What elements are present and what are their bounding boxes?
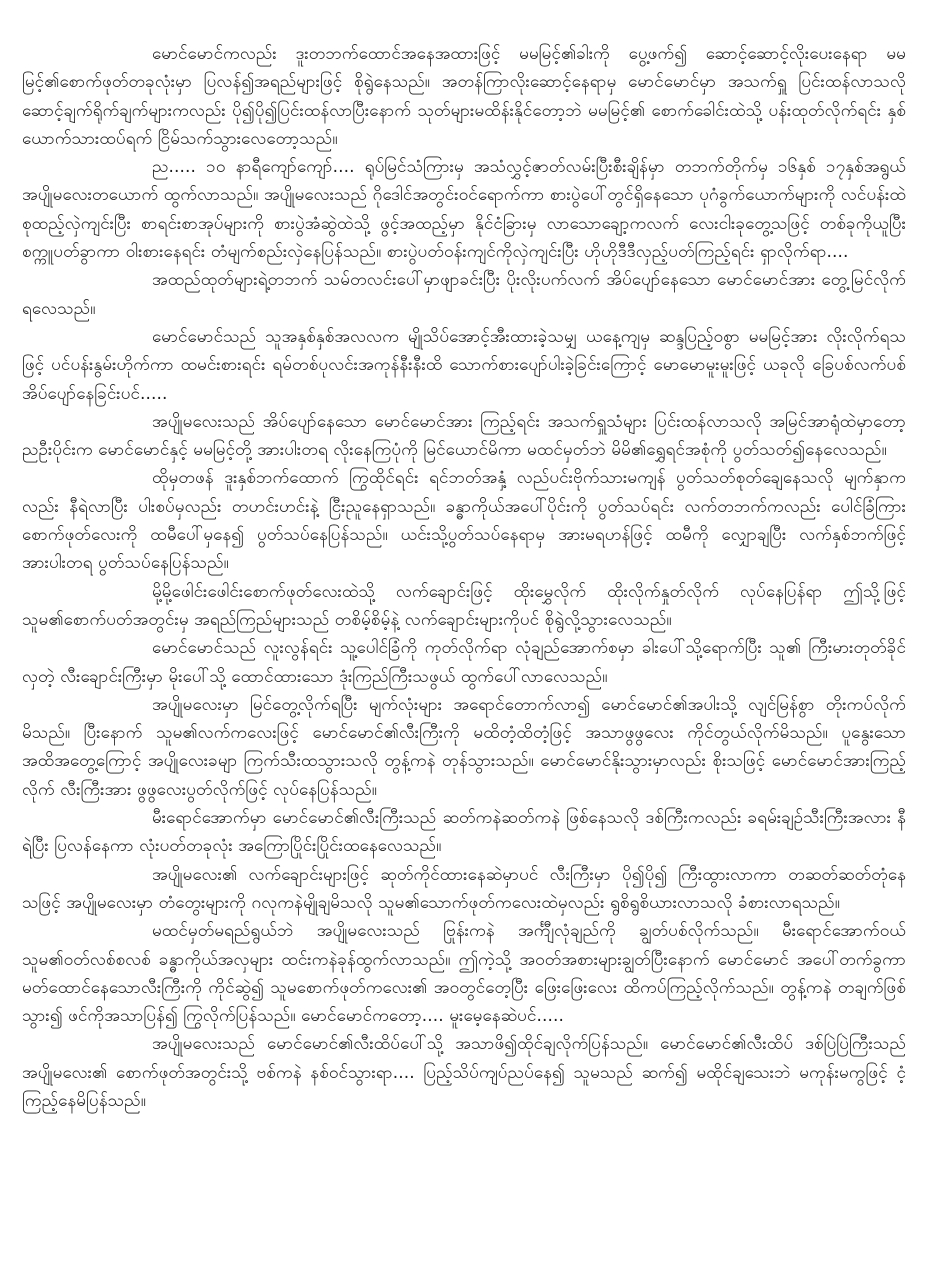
- paragraph-12: မထင်မှတ်မရည်ရွယ်ဘဲ အပျိုမလေးသည် ဗြုန်းကနဲ အင်္ကျီလုံချည်ကို ချွတ်ပစ်လိုက်သည်။ မီးရောင်အောက်ဝယ် သူမ၏ဝတ်လစ်စလစ် ခန္ဓာကိုယ်အလှများ ထင်းကနဲခုန်ထွက်လာသည်။ ဤကဲ့သို့ အဝတ်အစားများချွတ်ပြီးနောက် မောင်မောင် အပေါ်တက်ခွကာ မတ်ထောင်နေသောလီးကြီးကို ကိုင်ဆွဲ၍ သူမစောက်ဖုတ်ကလေး၏ အဝတွင်တေ့ပြီး ဖြေးဖြေးလေး ထိကပ်ကြည့်လိုက်သည်။ တွန့်ကနဲ တချက်ဖြစ်သွား၍ ဖင်ကိုအသာပြန်၍ ကြွလိုက်ပြန်သည်။ မောင်မောင်ကတော့.... မူးမေ့နေဆဲပင်.....: [22, 921, 906, 1027]
- paragraph-1: မောင်မောင်ကလည်း ဒူးတဘက်ထောင်အနေအထားဖြင့် မမမြင့်၏ခါးကို ပွေ့ဖက်၍ ဆောင့်ဆောင့်လိုးပေးနေရာ မမမြင့်၏စောက်ဖုတ်တခုလုံးမှာ ပြလန်၍အရည်များဖြင့် စိုရွဲနေသည်။ အတန်ကြာလိုးဆောင့်နေရာမှ မောင်မောင်မှာ အသက်ရှူ ပြင်းထန်လာသလို ဆောင့်ချက်ရိုက်ချက်များကလည်း ပို၍ပို၍ပြင်းထန်လာပြီးနောက် သုတ်များမထိန်းနိုင်တော့ဘဲ မမမြင့်၏ စောက်ခေါင်းထဲသို့ ပန်းထုတ်လိုက်ရင်း နှစ်ယောက်သားထပ်ရက် ငြိမ်သက်သွားလေတော့သည်။: [22, 44, 906, 149]
- paragraph-4: မောင်မောင်သည် သူအနှစ်နှစ်အလလက မျိုသိပ်အောင့်အီးထားခဲ့သမျှ ယနေ့ကျမှ ဆန္ဒပြည့်ဝစွာ မမမြင့်အား လိုးလိုက်ရသဖြင့် ပင်ပန်းနွမ်းဟိုက်ကာ ထမင်းစားရင်း ရမ်တစ်ပုလင်းအကုန်နီးနီးထိ သောက်စားပျော်ပါးခဲ့ခြင်းကြောင့် မောမောမူးမူးဖြင့် ယခုလို ခြေပစ်လက်ပစ် အိပ်ပျော်နေခြင်းပင်.....: [22, 326, 906, 404]
- paragraph-9: အပျိုမလေးမှာ မြင်တွေ့လိုက်ရပြီး မျက်လုံးများ အရောင်တောက်လာ၍ မောင်မောင်၏အပါးသို့ လျင်မြန်စွာ တိုးကပ်လိုက်မိသည်။ ပြီးနောက် သူမ၏လက်ကလေးဖြင့် မောင်မောင်၏လီးကြီးကို မထိတံ့ထိတံ့ဖြင့် အသာဖွဖွလေး ကိုင်တွယ်လိုက်မိသည်။ ပူနွေးသောအထိအတွေ့ကြောင့် အပျိုလေးခမျာ ကြက်သီးထသွားသလို တွန့်ကနဲ တုန်သွားသည်။ မောင်မောင်နိုးသွားမှာလည်း စိုးသဖြင့် မောင်မောင်အားကြည့်လိုက် လီးကြီးအား ဖွဖွလေးပွတ်လိုက်ဖြင့် လုပ်နေပြန်သည်။: [22, 694, 906, 800]
- paragraph-7: မို့မို့ဖေါင်းဖေါင်းစောက်ဖုတ်လေးထဲသို့ လက်ချောင်းဖြင့် ထိုးမွှေလိုက် ထိုးလိုက်နှုတ်လိုက် လုပ်နေပြန်ရာ ဤသို့ဖြင့် သူမ၏စောက်ပတ်အတွင်းမှ အရည်ကြည်များသည် တစိမ့်စိမ့်နဲ့ လက်ချောင်းများကိုပင် စိုရွဲလို့သွားလေသည်။: [22, 581, 906, 630]
- story-text: [22, 40, 906, 1115]
- paragraph-10: မီးရောင်အောက်မှာ မောင်မောင်၏လီးကြီးသည် ဆတ်ကနဲဆတ်ကနဲ ဖြစ်နေသလို ဒစ်ကြီးကလည်း ခရမ်းချဉ်သီးကြီးအလား နီရဲပြီး ပြလန်နေကာ လုံးပတ်တခုလုံး အကြောပြိုင်းပြိုင်းထနေလေသည်။: [22, 808, 906, 857]
- paragraph-13: အပျိုမလေးသည် မောင်မောင်၏လီးထိပ်ပေါ်သို့ အသာဖိ၍ထိုင်ချလိုက်ပြန်သည်။ မောင်မောင်၏လီးထိပ် ဒစ်ပြဲပြဲကြီးသည် အပျိုမလေး၏ စောက်ဖုတ်အတွင်းသို့ ဗစ်ကနဲ နစ်ဝင်သွားရာ.... ပြည့်သိပ်ကျပ်ညပ်နေ၍ သူမသည် ဆက်၍ မထိုင်ချသေးဘဲ မကုန်းမကွဖြင့် ငံ့ကြည့်နေမိပြန်သည်။: [22, 1034, 906, 1111]
- paragraph-8: မောင်မောင်သည် လူးလွန်ရင်း သူ့ပေါင်ခြံကို ကုတ်လိုက်ရာ လုံချည်အောက်စမှာ ခါးပေါ်သို့ရောက်ပြီး သူ၏ ကြီးမားတုတ်ခိုင်လှတဲ့ လီးချောင်းကြီးမှာ မိုးပေါ်သို့ ထောင်ထားသော ဒုံးကြည်ကြီးသဖွယ် ထွက်ပေါ်လာလေသည်။: [22, 638, 906, 687]
- paragraph-3: အထည်ထုတ်များရဲ့တဘက် သမ်တလင်းပေါ်မှာဖျာခင်းပြီး ပိုးလိုးပက်လက် အိပ်ပျော်နေသော မောင်မောင်အား တွေ့မြင်လိုက်ရလေသည်။: [22, 270, 906, 319]
- paragraph-5: အပျိုမလေးသည် အိပ်ပျော်နေသော မောင်မောင်အား ကြည့်ရင်း အသက်ရှူသံများ ပြင်းထန်လာသလို အမြင်အာရုံထဲမှာတော့ ညဦးပိုင်းက မောင်မောင်နှင့် မမမြင့်တို့ အားပါးတရ လိုးနေကြပုံကို မြင်ယောင်မိကာ မထင်မှတ်ဘဲ မိမိ၏ရွှေရင်အစုံကို ပွတ်သတ်၍နေလေသည်။: [22, 411, 906, 461]
- paragraph-2: ည..... ၁၀ နာရီကျော်ကျော်.... ရုပ်မြင်သံကြားမှ အသံလွှင့်ဇာတ်လမ်းပြီးစီးချိန်မှာ တဘက်တိုက်မှ ၁၆နှစ် ၁၇နှစ်အရွယ် အပျိုမလေးတယောက် ထွက်လာသည်။ အပျိုမလေးသည် ဂိုဒေါင်အတွင်းဝင်ရောက်ကာ စားပွဲပေါ်တွင်ရှိနေသော ပုဂံခွက်ယောက်များကို လင်ပန်းထဲစုထည့်လှဲကျင်းပြီး စာရင်းစာအုပ်များကို စားပွဲအံဆွဲထဲသို့ ဖွင့်အထည့်မှာ နိုင်ငံခြားမှ လာသောချော့ကလက် လေးငါးခုတွေ့သဖြင့် တစ်ခုကိုယူပြီး စက္ကူပတ်ခွာကာ ဝါးစားနေရင်း တံမျက်စည်းလှဲနေပြန်သည်။ စားပွဲပတ်ဝန်းကျင်ကိုလှဲကျင်းပြီး ဟိုဟိုဒီဒီလှည့်ပတ်ကြည့်ရင်း ရှာလိုက်ရာ....: [22, 157, 906, 263]
- paragraph-6: ထိုမှတဖန် ဒူးနှစ်ဘက်ထောက် ကြွထိုင်ရင်း ရင်ဘတ်အနှံ့ လည်ပင်းဗိုက်သားမကျန် ပွတ်သတ်စုတ်ချေနေသလို မျက်နှာကလည်း နီရဲလာပြီး ပါးစပ်မှလည်း တဟင်းဟင်းနဲ့ ငြီးညူနေရှာသည်။ ခန္ဓာကိုယ်အပေါ်ပိုင်းကို ပွတ်သပ်ရင်း လက်တဘက်ကလည်း ပေါင်ခြံကြား စောက်ဖုတ်လေးကို ထမီပေါ်မှနေ၍ ပွတ်သပ်နေပြန်သည်။ ယင်းသို့ပွတ်သပ်နေရာမှ အားမရဟန်ဖြင့် ထမီကို လျှောချပြီး လက်နှစ်ဘက်ဖြင့် အားပါးတရ ပွတ်သပ်နေပြန်သည်။: [22, 468, 906, 574]
- paragraph-11: အပျိုမလေး၏ လက်ချောင်းများဖြင့် ဆုတ်ကိုင်ထားနေဆဲမှာပင် လီးကြီးမှာ ပို၍ပို၍ ကြီးထွားလာကာ တဆတ်ဆတ်တုံနေသဖြင့် အပျိုမလေးမှာ တံတွေးများကို ဂလုကနဲမျိုချမိသလို သူမ၏သောက်ဖုတ်ကလေးထဲမှလည်း ရွစိရွစိယားလာသလို ခံစားလာရသည်။: [22, 864, 906, 913]
